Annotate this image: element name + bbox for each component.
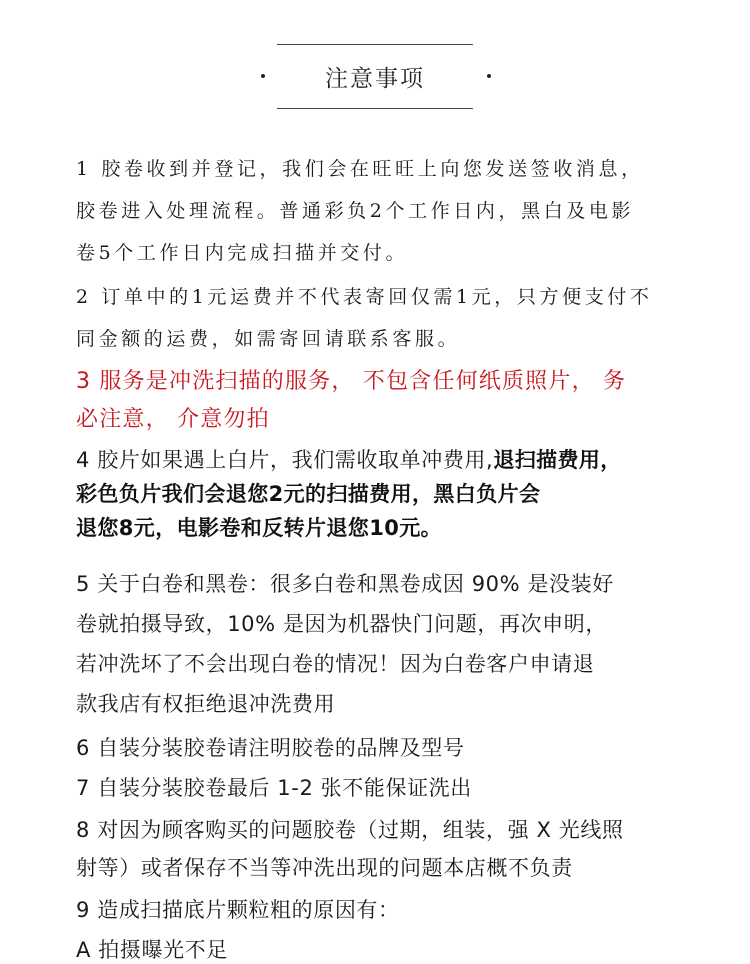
note-1-line-3: 卷5个工作日内完成扫描并交付。 [76, 242, 409, 264]
header-right-dot [487, 74, 491, 78]
note-8-line-2: 射等）或者保存不当等冲洗出现的问题本店概不负责 [76, 856, 573, 880]
note-5-line-3: 若冲洗坏了不会出现白卷的情况！因为白卷客户申请退 [76, 652, 595, 676]
note-7: 7 自装分装胶卷最后 1-2 张不能保证洗出 [76, 776, 472, 800]
note-3-line-1: 3 服务是冲洗扫描的服务， 不包含任何纸质照片， 务 [76, 369, 627, 394]
note-5-line-4: 款我店有权拒绝退冲洗费用 [76, 692, 336, 716]
note-5-line-1: 5 关于白卷和黑卷：很多白卷和黑卷成因 90% 是没装好 [76, 572, 614, 596]
note-1-line-2: 胶卷进入处理流程。普通彩负2个工作日内，黑白及电影 [76, 200, 635, 222]
note-4-line-1-plain: 4 胶片如果遇上白片，我们需收取单冲费用, [76, 448, 494, 472]
note-8-line-1: 8 对因为顾客购买的问题胶卷（过期，组装，强 X 光线照 [76, 818, 624, 842]
section-header [0, 0, 750, 130]
note-3-line-2: 必注意， 介意勿拍 [76, 407, 270, 432]
header-top-rule [277, 44, 473, 45]
note-2-line-2: 同金额的运费，如需寄回请联系客服。 [76, 328, 461, 350]
note-4-line-1 [76, 444, 622, 474]
page-title: 注意事项 [325, 66, 425, 92]
note-9: 9 造成扫描底片颗粒粗的原因有： [76, 898, 400, 922]
note-2-line-1: 2 订单中的1元运费并不代表寄回仅需1元，只方便支付不 [76, 286, 653, 308]
note-1-line-1: 1 胶卷收到并登记，我们会在旺旺上向您发送签收消息， [76, 158, 644, 180]
note-4-line-2: 彩色负片我们会退您2元的扫描费用，黑白负片会 [76, 482, 541, 506]
note-4-line-1-bold: 退扫描费用， [493, 448, 622, 472]
header-bottom-rule [277, 108, 473, 109]
note-a: A 拍摄曝光不足 [76, 938, 228, 962]
note-5-line-2: 卷就拍摄导致，10% 是因为机器快门问题，再次申明， [76, 612, 607, 636]
note-4-line-3: 退您8元，电影卷和反转片退您10元。 [76, 516, 443, 540]
note-6: 6 自装分装胶卷请注明胶卷的品牌及型号 [76, 736, 465, 760]
